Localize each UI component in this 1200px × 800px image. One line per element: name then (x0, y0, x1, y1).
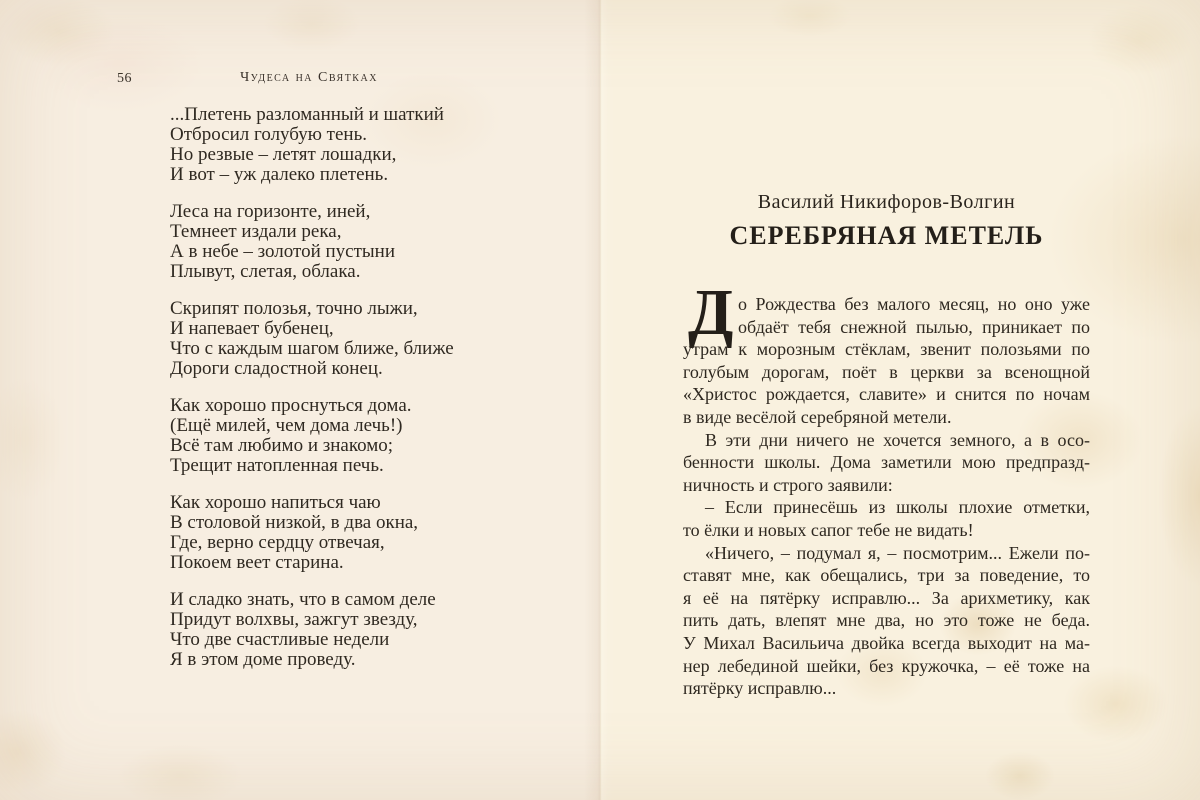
text-line: нер лебединой шейки, без кружочка, – её тоже на (683, 655, 1090, 676)
poem-line: Где, верно сердцу отвечая, (170, 532, 385, 553)
author-name: Василий Никифоров-Волгин (757, 191, 1016, 213)
poem-line: Но резвые – летят лошадки, (170, 144, 397, 165)
text-line: о Рождества без малого месяц, но оно уже (738, 294, 1090, 314)
running-header: Чудеса на Святках (240, 70, 378, 85)
poem-stanza (170, 590, 470, 670)
poem (170, 105, 470, 687)
text-line: обдаёт тебя снежной пылью, приникает по (738, 316, 1090, 337)
text-line: я её на пятёрку исправлю... За арихметику, как (683, 587, 1090, 608)
poem-line: Всё там любимо и знакомо; (170, 435, 394, 456)
text-line: бенности школы. Дома заметили мою предпразд- (683, 452, 1090, 473)
text-line: «Христос рождается, славите» и снится по ночам (683, 384, 1090, 405)
text-line: голубым дорогам, поёт в церкви за всенощной (683, 361, 1090, 382)
text-line: – Если принесёшь из школы плохие отметки, (705, 497, 1090, 518)
text-line: У Михал Васильича двойка всегда выходит на ма- (683, 632, 1090, 653)
poem-line: Трещит натопленная печь. (170, 455, 384, 476)
poem-line: Как хорошо напиться чаю (170, 492, 381, 513)
poem-line: Как хорошо проснуться дома. (170, 395, 412, 416)
poem-line: Что две счастливые недели (170, 629, 390, 650)
text-line: пить дать, влепят мне два, но это тоже не беда. (683, 610, 1090, 631)
page-number: 56 (117, 71, 132, 86)
text-line: утрам к морозным стёклам, звенит полозьями по (683, 339, 1090, 360)
poem-line: Придут волхвы, зажгут звезду, (170, 609, 418, 630)
poem-line: Что с каждым шагом ближе, ближе (170, 338, 454, 359)
text-line: В эти дни ничего не хочется земного, а в осо- (705, 429, 1090, 450)
poem-line: Дороги сладостной конец. (170, 358, 383, 379)
right-page (600, 0, 1200, 800)
story-title: СЕРЕБРЯНАЯ МЕТЕЛЬ (729, 221, 1044, 250)
text-line: «Ничего, – подумал я, – посмотрим... Ежели по- (705, 542, 1090, 563)
poem-line: ...Плетень разломанный и шаткий (170, 104, 444, 125)
poem-line: Скрипят полозья, точно лыжи, (170, 298, 418, 319)
poem-line: А в небе – золотой пустыни (170, 241, 395, 262)
poem-line: Покоем веет старина. (170, 552, 344, 573)
poem-stanza (170, 105, 470, 185)
poem-line: И вот – уж далеко плетень. (170, 164, 389, 185)
poem-stanza (170, 396, 470, 476)
poem-line: Леса на горизонте, иней, (170, 201, 371, 222)
story-text (683, 276, 1090, 700)
poem-line: В столовой низкой, в два окна, (170, 512, 419, 533)
text-line: ничность и строго заявили: (683, 474, 893, 495)
poem-line: И напевает бубенец, (170, 318, 334, 339)
poem-line: И сладко знать, что в самом деле (170, 589, 436, 610)
poem-stanza (170, 202, 470, 282)
text-line: пятёрку исправлю... (683, 678, 837, 699)
poem-line: (Ещё милей, чем дома лечь!) (170, 415, 403, 436)
poem-stanza (170, 493, 470, 573)
poem-line: Темнеет издали река, (170, 221, 342, 242)
poem-stanza (170, 299, 470, 379)
text-line: в виде весёлой серебряной метели. (683, 406, 952, 427)
text-line: ставят мне, как обещались, три за поведение, то (683, 565, 1090, 586)
poem-line: Я в этом доме проведу. (170, 649, 356, 670)
poem-line: Отбросил голубую тень. (170, 124, 368, 145)
text-line: то ёлки и новых сапог тебе не видать! (683, 519, 974, 540)
poem-line: Плывут, слетая, облака. (170, 261, 361, 282)
drop-cap: Д (688, 276, 734, 349)
